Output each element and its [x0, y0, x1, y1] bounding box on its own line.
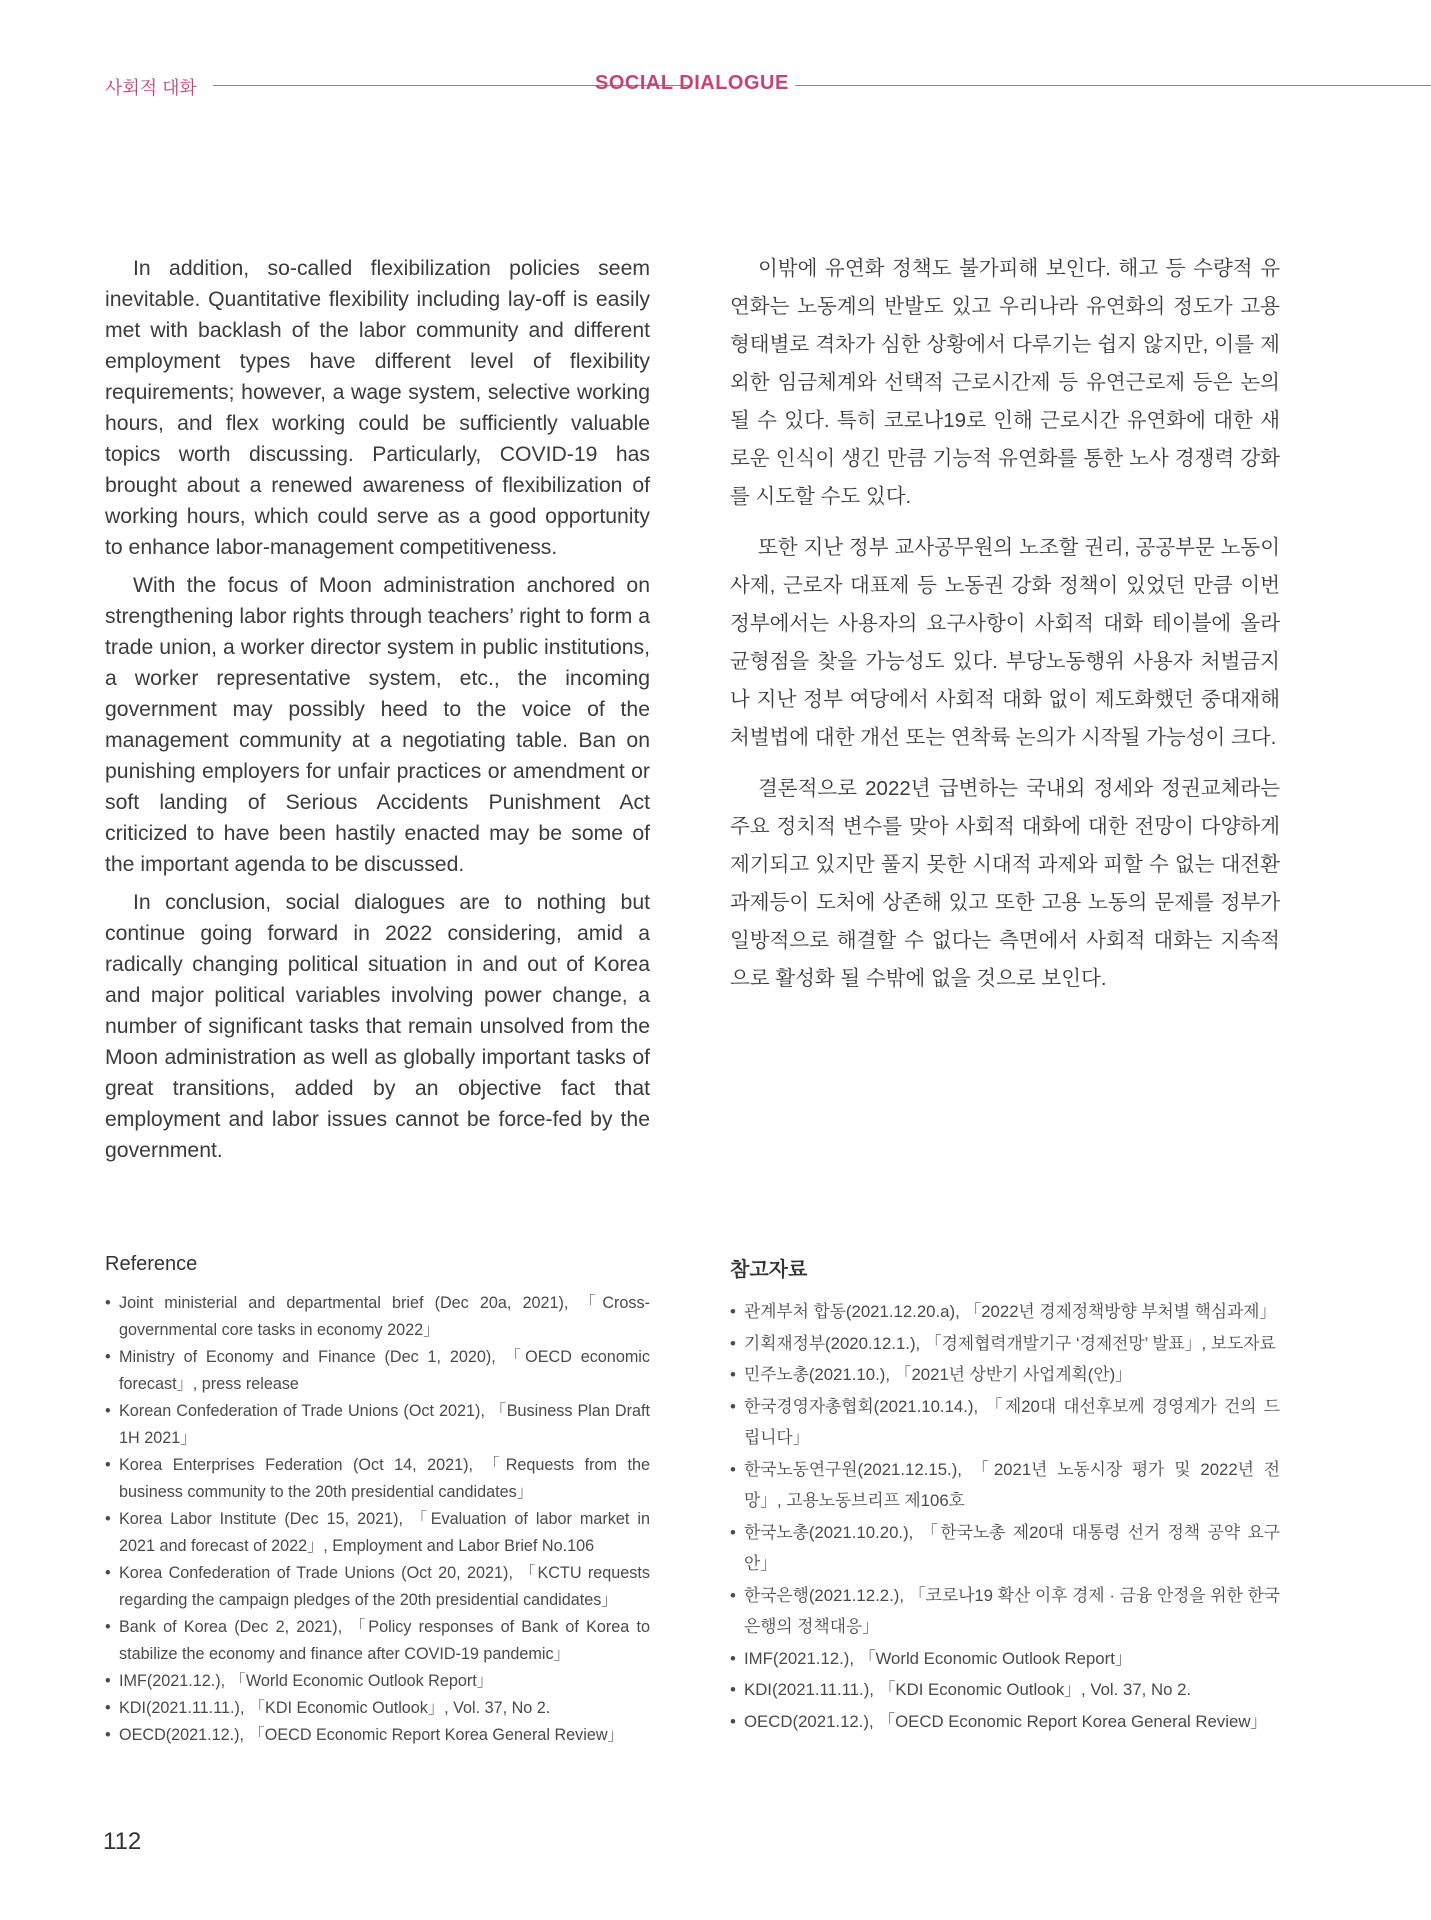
bullet: • [730, 1711, 736, 1731]
bullet: • [730, 1333, 736, 1353]
bullet: • [105, 1726, 111, 1744]
reference-item: • 한국노동연구원(2021.12.15.), 「2021년 노동시장 평가 및 2022년 전망」, 고용노동브리프 제106호 [730, 1454, 1280, 1517]
reference-list-ko [730, 1296, 1280, 1737]
header-rule [795, 85, 1431, 86]
bullet: • [105, 1348, 111, 1366]
reference-item: • Korea Confederation of Trade Unions (Oct 20, 2021), 「KCTU requests regarding the campaign pledges of the 20th presidential candidates」 [105, 1560, 650, 1614]
reference-title-en: Reference [105, 1253, 198, 1275]
reference-item: • 한국노총(2021.10.20.), 「한국노총 제20대 대통령 선거 정책 공약 요구안」 [730, 1517, 1280, 1580]
reference-title-ko: 참고자료 [730, 1259, 808, 1281]
reference-section-en [105, 1253, 650, 1749]
reference-item: • Korea Enterprises Federation (Oct 14, 2021), 「Requests from the business community to the 20th presidential candidates」 [105, 1452, 650, 1506]
reference-section-ko [730, 1253, 1280, 1737]
reference-item: • 한국은행(2021.12.2.), 「코로나19 확산 이후 경제 · 금융 안정을 위한 한국은행의 정책대응」 [730, 1580, 1280, 1643]
bullet: • [730, 1585, 736, 1605]
bullet: • [105, 1672, 111, 1690]
bullet: • [105, 1564, 111, 1582]
reference-item: • Joint ministerial and departmental brief (Dec 20a, 2021), 「Cross-governmental core tasks in economy 2022」 [105, 1290, 650, 1344]
page-number: 112 [103, 1828, 142, 1855]
reference-item: • OECD(2021.12.), 「OECD Economic Report Korea General Review」 [730, 1706, 1280, 1738]
body-paragraph-en: With the focus of Moon administration anchored on strengthening labor rights through teachers’ right to form a trade union, a worker director system in public institutions, a worker representative system, etc., the incoming government may possibly heed to the voice of the management community at a negotiating table. Ban on punishing employers for unfair practices or amendment or soft landing of Serious Accidents Punishment Act criticized to have been hastily enacted may be some of the important agenda to be discussed. [105, 574, 650, 876]
running-header [105, 72, 1431, 102]
section-title-ko: 사회적 대화 [105, 78, 197, 98]
body-paragraph-ko: 결론적으로 2022년 급변하는 국내외 정세와 정권교체라는 주요 정치적 변수를 맞아 사회적 대화에 대한 전망이 다양하게 제기되고 있지만 풀지 못한 시대적 과제와 피할 수 없는 대전환 과제등이 도처에 상존해 있고 또한 고용 노동의 문제를 정부가 일방적으로 해결할 수 없다는 측면에서 사회적 대화는 지속적으로 활성화 될 수밖에 없을 것으로 보인다. [730, 777, 1280, 990]
english-body-column [105, 253, 650, 1173]
bullet: • [105, 1510, 111, 1528]
reference-item: • KDI(2021.11.11.), 「KDI Economic Outlook」, Vol. 37, No 2. [105, 1695, 650, 1722]
bullet: • [105, 1294, 111, 1312]
body-paragraph-en: In addition, so-called flexibilization policies seem inevitable. Quantitative flexibility including lay-off is easily met with backlash of the labor community and different employment types have different level of flexibility requirements; however, a wage system, selective working hours, and flex working could be sufficiently valuable topics worth discussing. Particularly, COVID-19 has brought about a renewed awareness of flexibilization of working hours, which could serve as a good opportunity to enhance labor-management competitiveness. [105, 257, 650, 559]
bullet: • [730, 1522, 736, 1542]
reference-item: • Bank of Korea (Dec 2, 2021), 「Policy responses of Bank of Korea to stabilize the economy and finance after COVID-19 pandemic」 [105, 1614, 650, 1668]
reference-item: • Korea Labor Institute (Dec 15, 2021), 「Evaluation of labor market in 2021 and forecast of 2022」, Employment and Labor Brief No.106 [105, 1506, 650, 1560]
bullet: • [105, 1456, 111, 1474]
bullet: • [730, 1365, 736, 1384]
bullet: • [730, 1396, 736, 1416]
reference-item: • Ministry of Economy and Finance (Dec 1, 2020), 「OECD economic forecast」, press release [105, 1344, 650, 1398]
reference-item: • 한국경영자총협회(2021.10.14.), 「제20대 대선후보께 경영계가 건의 드립니다」 [730, 1391, 1280, 1454]
reference-item: • 관계부처 합동(2021.12.20.a), 「2022년 경제정책방향 부처별 핵심과제」 [730, 1296, 1280, 1328]
body-paragraph-en: In conclusion, social dialogues are to nothing but continue going forward in 2022 considering, amid a radically changing political situation in and out of Korea and major political variables involving power change, a number of significant tasks that remain unsolved from the Moon administration as well as globally important tasks of great transitions, added by an objective fact that employment and labor issues cannot be force-fed by the government. [105, 891, 650, 1162]
reference-item: • KDI(2021.11.11.), 「KDI Economic Outlook」, Vol. 37, No 2. [730, 1674, 1280, 1706]
bullet: • [105, 1618, 111, 1636]
bullet: • [730, 1302, 736, 1321]
reference-list-en [105, 1290, 650, 1749]
reference-item: • OECD(2021.12.), 「OECD Economic Report Korea General Review」 [105, 1722, 650, 1749]
bullet: • [730, 1680, 736, 1699]
bullet: • [730, 1459, 736, 1479]
reference-item: • IMF(2021.12.), 「World Economic Outlook Report」 [730, 1643, 1280, 1675]
bullet: • [105, 1402, 111, 1420]
body-paragraph-ko: 또한 지난 정부 교사공무원의 노조할 권리, 공공부문 노동이사제, 근로자 대표제 등 노동권 강화 정책이 있었던 만큼 이번 정부에서는 사용자의 요구사항이 사회적 대화 테이블에 올라 균형점을 찾을 가능성도 있다. 부당노동행위 사용자 처벌금지나 지난 정부 여당에서 사회적 대화 없이 제도화했던 중대재해처벌법에 대한 개선 또는 연착륙 논의가 시작될 가능성이 크다. [730, 536, 1280, 749]
korean-body-column [730, 250, 1280, 1011]
reference-item: • 기획재정부(2020.12.1.), 「경제협력개발기구 ‘경제전망’ 발표」, 보도자료 [730, 1328, 1280, 1360]
bullet: • [730, 1648, 736, 1668]
bullet: • [105, 1699, 111, 1717]
reference-item: • 민주노총(2021.10.), 「2021년 상반기 사업계획(안)」 [730, 1359, 1280, 1391]
section-title-en: SOCIAL DIALOGUE [595, 72, 789, 94]
reference-item: • IMF(2021.12.), 「World Economic Outlook Report」 [105, 1668, 650, 1695]
body-paragraph-ko: 이밖에 유연화 정책도 불가피해 보인다. 해고 등 수량적 유연화는 노동계의 반발도 있고 우리나라 유연화의 정도가 고용형태별로 격차가 심한 상황에서 다루기는 쉽지 않지만, 이를 제외한 임금체계와 선택적 근로시간제 등 유연근로제 등은 논의될 수 있다. 특히 코로나19로 인해 근로시간 유연화에 대한 새로운 인식이 생긴 만큼 기능적 유연화를 통한 노사 경쟁력 강화를 시도할 수도 있다. [730, 257, 1280, 508]
reference-item: • Korean Confederation of Trade Unions (Oct 2021), 「Business Plan Draft 1H 2021」 [105, 1398, 650, 1452]
